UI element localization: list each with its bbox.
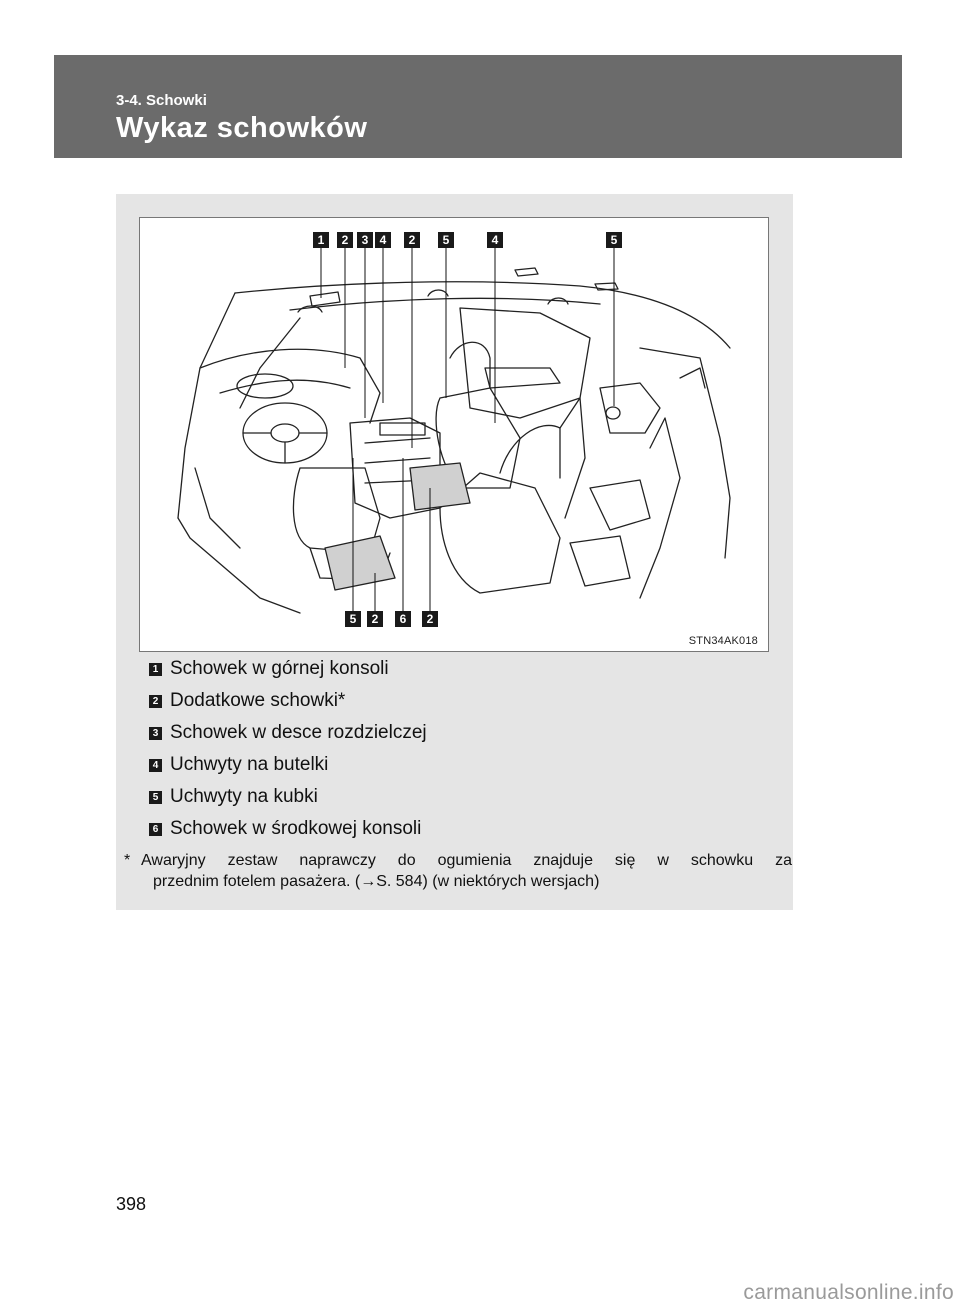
callout-5: 5 (438, 232, 454, 248)
page-number: 398 (116, 1194, 147, 1214)
legend (149, 657, 779, 849)
callout-2: 2 (367, 611, 383, 627)
callout-5: 5 (345, 611, 361, 627)
footnote-text: przednim fotelem pasażera. (→S. 584) (w niektórych wersjach) (153, 873, 600, 890)
car-interior-drawing (140, 218, 768, 651)
callout-2: 2 (337, 232, 353, 248)
legend-item (149, 721, 779, 753)
legend-number: 3 (149, 727, 162, 740)
legend-number: 6 (149, 823, 162, 836)
legend-item (149, 657, 779, 689)
callout-6: 6 (395, 611, 411, 627)
callout-1: 1 (313, 232, 329, 248)
legend-item (149, 817, 779, 849)
callout-2: 2 (404, 232, 420, 248)
legend-item (149, 753, 779, 785)
watermark: carmanualsonline.info (743, 1281, 954, 1304)
content-panel (116, 194, 793, 910)
car-interior-illustration (139, 217, 769, 652)
page-title: Wykaz schowków (116, 112, 368, 144)
callout-4: 4 (375, 232, 391, 248)
legend-number: 1 (149, 663, 162, 676)
legend-label: Schowek w desce rozdzielczej (170, 722, 427, 743)
legend-label: Schowek w górnej konsoli (170, 658, 389, 679)
footnote-text: Awaryjny zestaw naprawczy do ogumienia znajduje się w schowku za (141, 852, 792, 869)
legend-item (149, 785, 779, 817)
footnote-mark: * (124, 852, 131, 869)
drawing-code: STN34AK018 (688, 635, 758, 647)
section-label: 3-4. Schowki (116, 92, 207, 109)
legend-label: Schowek w środkowej konsoli (170, 818, 422, 839)
section-header (54, 55, 902, 158)
legend-number: 4 (149, 759, 162, 772)
legend-item (149, 689, 779, 721)
callout-4: 4 (487, 232, 503, 248)
legend-label: Uchwyty na kubki (170, 786, 318, 807)
callout-2: 2 (422, 611, 438, 627)
callout-3: 3 (357, 232, 373, 248)
legend-label: Dodatkowe schowki* (170, 690, 346, 711)
callout-5: 5 (606, 232, 622, 248)
legend-label: Uchwyty na butelki (170, 754, 329, 775)
legend-number: 5 (149, 791, 162, 804)
legend-number: 2 (149, 695, 162, 708)
